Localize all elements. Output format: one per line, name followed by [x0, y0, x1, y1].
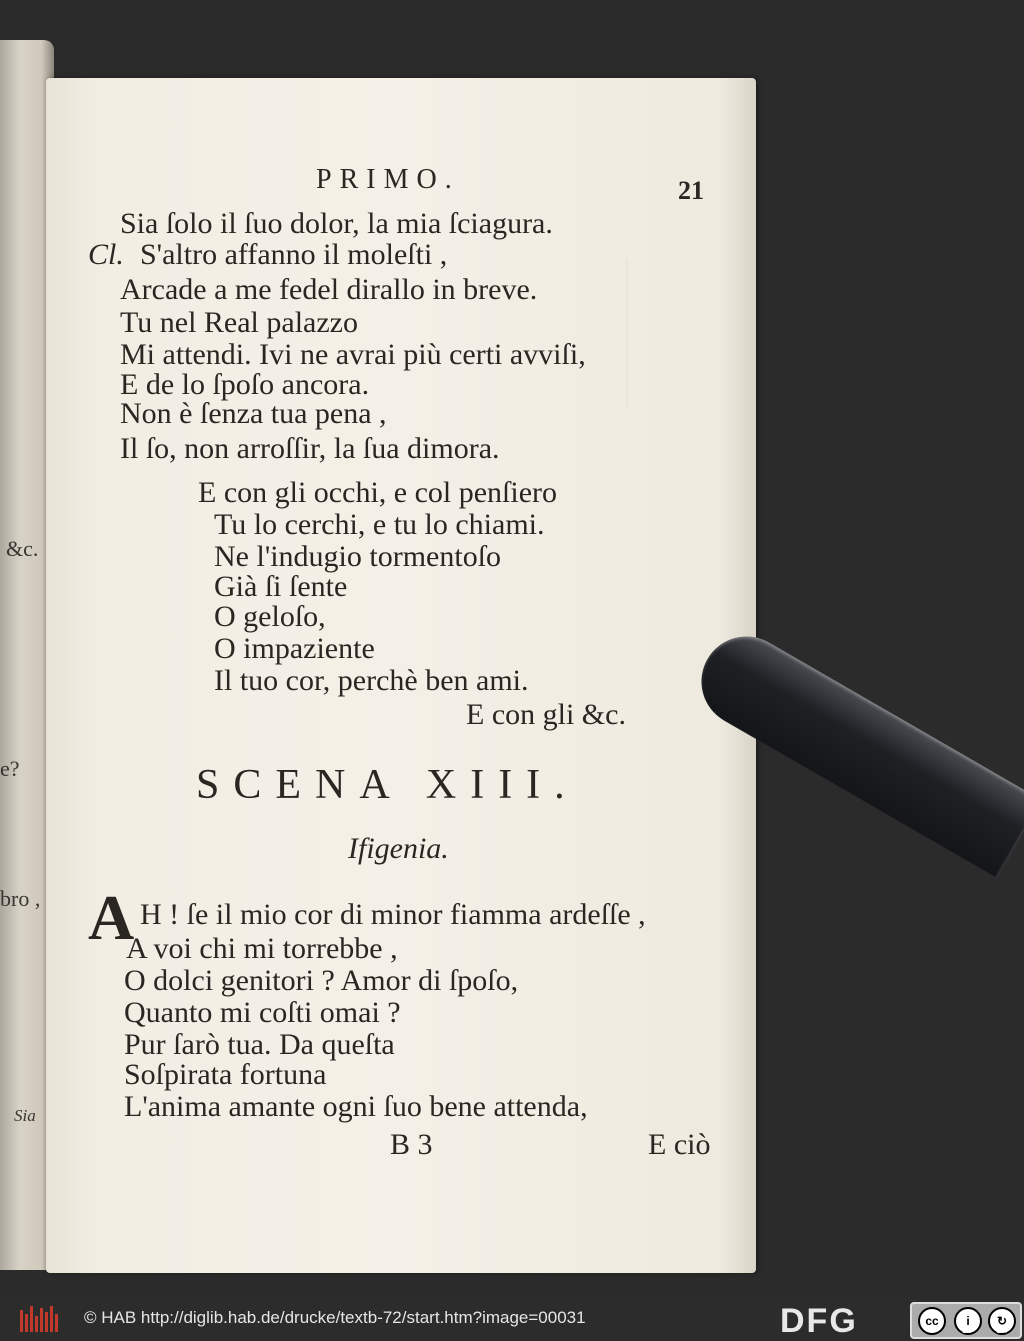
verse-line: H ! ſe il mio cor di minor fiamma ardeſſe ,: [140, 898, 646, 931]
aria-line: Il tuo cor, perchè ben ami.: [214, 664, 529, 697]
aria-line: O geloſo,: [214, 600, 326, 633]
verse-line: L'anima amante ogni ſuo bene attenda,: [124, 1090, 588, 1123]
verse-line: Non è ſenza tua pena ,: [120, 397, 387, 430]
verse-line: Il ſo, non arroſſir, la ſua dimora.: [120, 432, 500, 465]
aria-line: Già ſi ſente: [214, 570, 348, 603]
left-fragment: bro ,: [0, 886, 41, 911]
verse-line: Mi attendi. Ivi ne avrai più certi avviſi,: [120, 338, 586, 371]
sa-label: SA: [996, 1326, 1007, 1335]
aria-line: Tu lo cerchi, e tu lo chiami.: [214, 508, 545, 541]
footer-bar: [0, 1298, 1024, 1339]
verse-line: S'altro affanno il moleſti ,: [140, 238, 448, 271]
verse-line: Soſpirata fortuna: [124, 1058, 327, 1091]
verse-line: O dolci genitori ? Amor di ſpoſo,: [124, 964, 519, 997]
dfg-logo: DFG: [780, 1302, 858, 1340]
cc-license-badge[interactable]: [910, 1302, 1022, 1339]
aria-end: E con gli &c.: [466, 698, 626, 731]
left-fragment: e?: [0, 756, 20, 781]
drop-cap: A: [88, 882, 135, 953]
verse-line: E de lo ſpoſo ancora.: [120, 368, 370, 401]
character-name: Ifigenia.: [348, 832, 449, 865]
scene-title: SCENA XIII.: [196, 762, 579, 808]
cc-icon: cc: [918, 1307, 946, 1335]
book-page: [46, 78, 756, 1273]
verse-line: Tu nel Real palazzo: [120, 306, 358, 339]
left-fragment: &c.: [6, 536, 39, 561]
page-number: 21: [678, 176, 704, 205]
aria-line: O impaziente: [214, 632, 375, 665]
verse-line: Pur ſarò tua. Da queſta: [124, 1028, 395, 1061]
aria-line: E con gli occhi, e col penſiero: [198, 476, 558, 509]
left-fragment: Sia: [14, 1106, 36, 1125]
aria-line: Ne l'indugio tormentoſo: [214, 540, 502, 573]
verse-line: Sia ſolo il ſuo dolor, la mia ſciagura.: [120, 207, 553, 240]
sa-icon: ↻: [988, 1307, 1016, 1335]
verse-line: Arcade a me fedel dirallo in breve.: [120, 273, 538, 306]
catchword: E ciò: [648, 1128, 711, 1161]
by-label: BY: [962, 1326, 973, 1335]
hab-logo-icon: [20, 1306, 64, 1332]
by-icon: i: [954, 1307, 982, 1335]
signature-mark: B 3: [390, 1128, 433, 1161]
running-header: PRIMO.: [316, 164, 460, 195]
verse-line: Quanto mi coſti omai ?: [124, 996, 401, 1029]
verse-line: A voi chi mi torrebbe ,: [126, 932, 398, 965]
speaker-label: Cl.: [88, 238, 124, 271]
bleed-through: [626, 258, 728, 408]
copyright-link[interactable]: © HAB http://diglib.hab.de/drucke/textb-72/start.htm?image=00031: [84, 1308, 586, 1327]
